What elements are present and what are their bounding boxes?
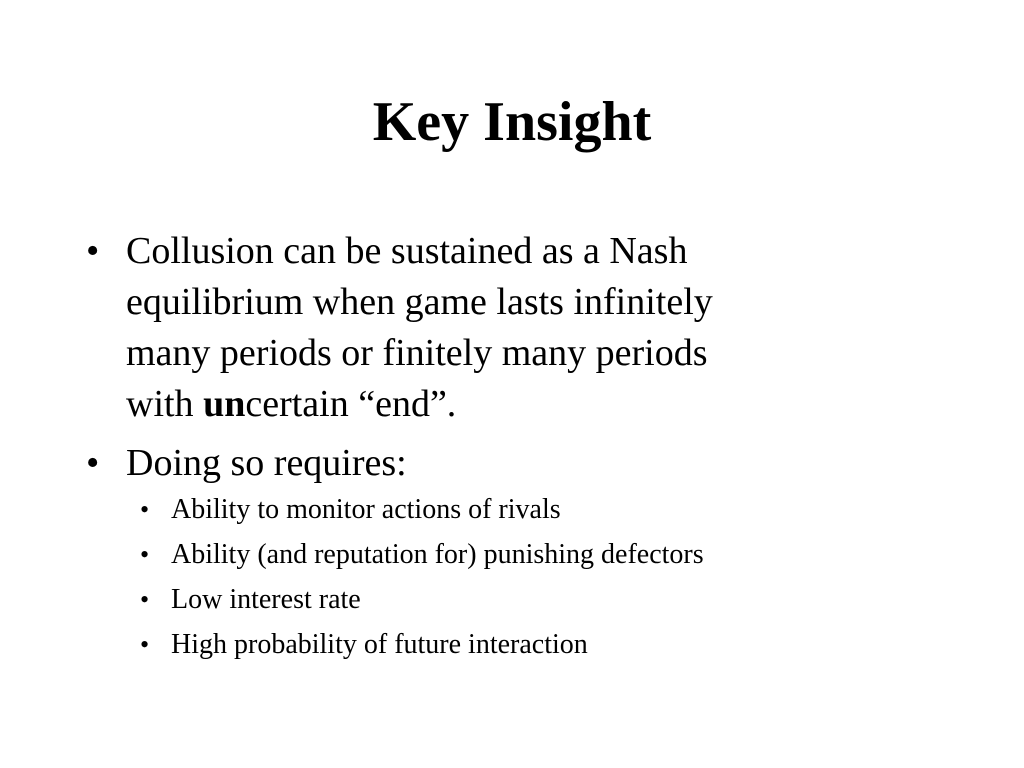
sub-bullet-list — [0, 487, 1024, 667]
sub-bullet-item — [0, 487, 1024, 532]
sub-bullet-text: High probability of future interaction — [171, 629, 588, 660]
bullet-line-suffix: certain “end”. — [245, 383, 457, 425]
sub-bullet-item — [0, 577, 1024, 622]
sub-bullet-item — [0, 532, 1024, 577]
bullet-dot: • — [86, 442, 100, 484]
sub-bullet-item — [0, 622, 1024, 667]
bullet-line-prefix: with — [126, 383, 204, 425]
bullet-emphasis: un — [203, 383, 246, 425]
bullet-item — [0, 226, 1024, 430]
bullet-line: many periods or finitely many periods — [126, 332, 708, 374]
bullet-list — [0, 226, 1024, 495]
sub-bullet-dot: • — [140, 495, 150, 524]
sub-bullet-dot: • — [140, 540, 150, 569]
sub-bullet-dot: • — [140, 585, 150, 614]
slide-title: Key Insight — [372, 91, 652, 153]
bullet-dot: • — [86, 230, 100, 272]
sub-bullet-text: Ability (and reputation for) punishing defectors — [171, 539, 704, 570]
bullet-item — [0, 438, 1024, 489]
bullet-line: equilibrium when game lasts infinitely — [126, 281, 713, 323]
sub-bullet-dot: • — [140, 630, 150, 659]
bullet-line: Collusion can be sustained as a Nash — [126, 230, 688, 272]
sub-bullet-text: Ability to monitor actions of rivals — [171, 494, 561, 525]
sub-bullet-text: Low interest rate — [171, 584, 361, 615]
bullet-text: Doing so requires: — [126, 442, 407, 484]
